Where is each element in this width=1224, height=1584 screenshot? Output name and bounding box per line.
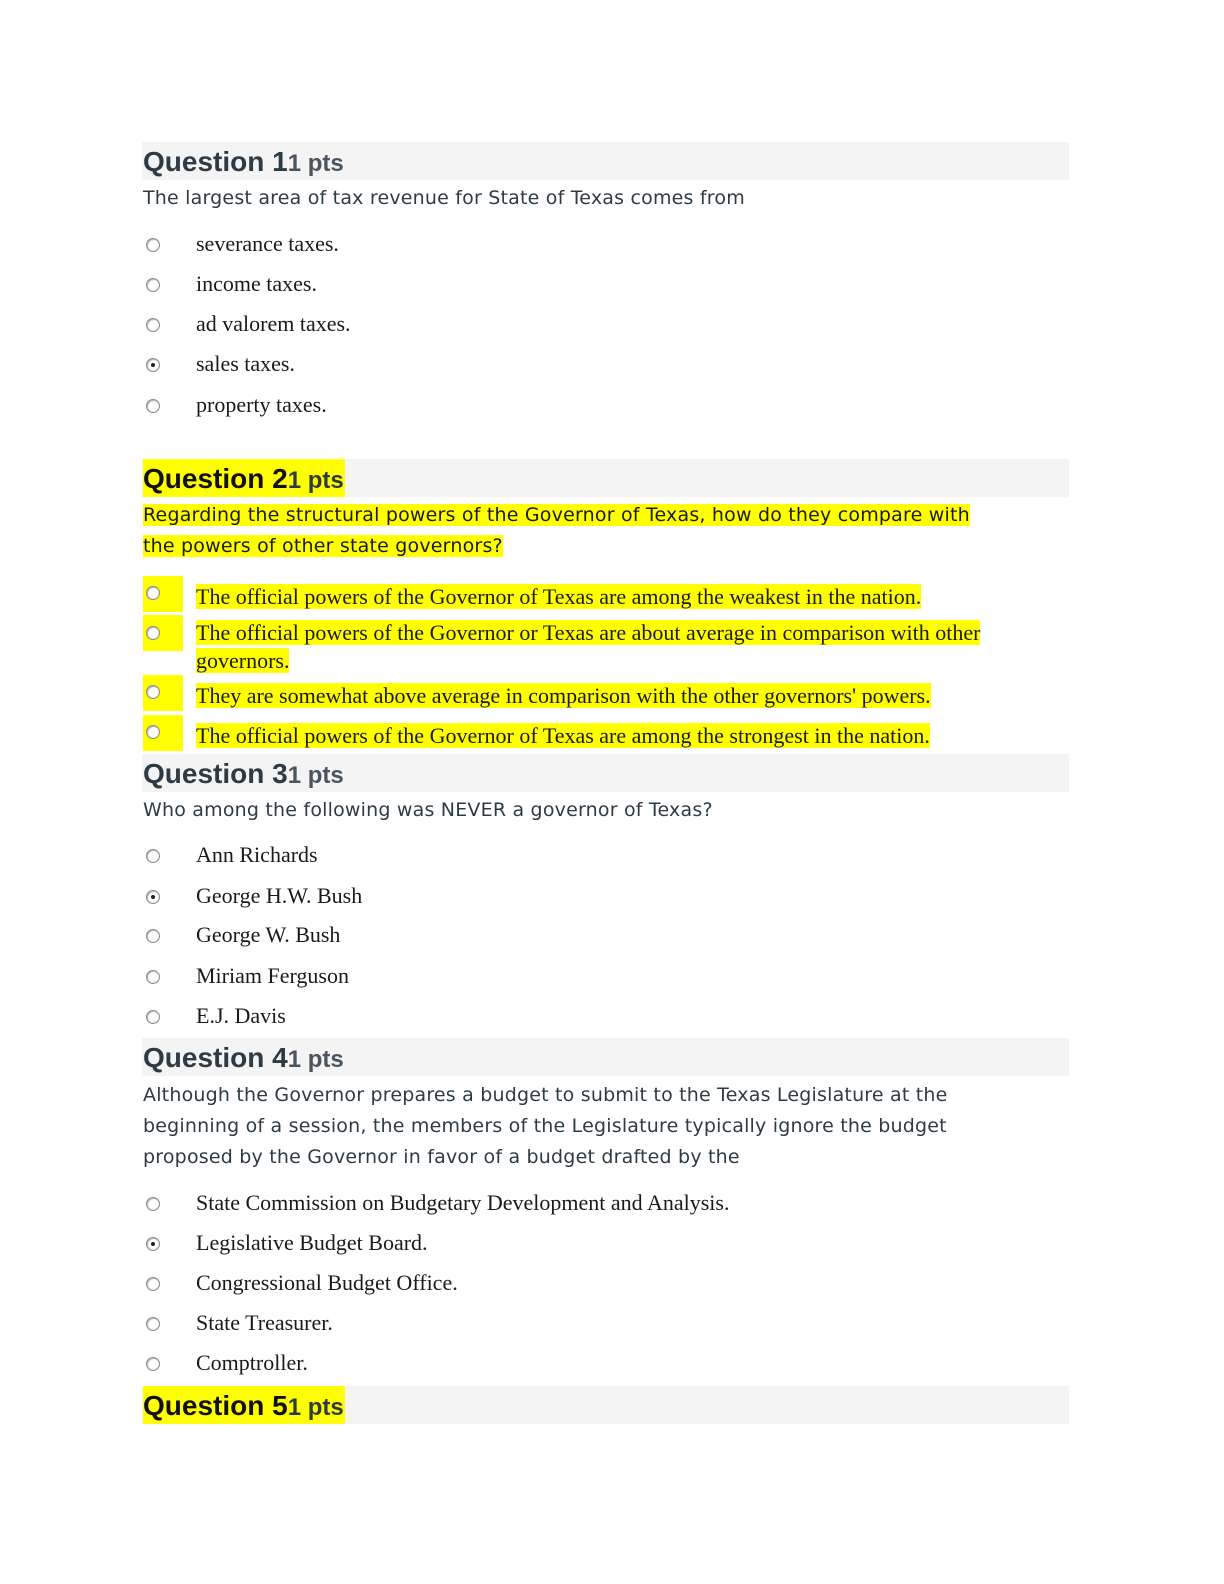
radio-button[interactable]	[146, 1317, 160, 1331]
radio-button[interactable]	[146, 1277, 160, 1291]
question-2-text	[143, 500, 1043, 562]
question-points: 1 pts	[287, 150, 344, 177]
question-title: Question 5	[143, 1390, 288, 1421]
answer-label: E.J. Davis	[196, 1003, 286, 1028]
question-1-text: The largest area of tax revenue for State of Texas comes from	[143, 187, 745, 209]
radio-button[interactable]	[146, 929, 160, 943]
question-text-line: beginning of a session, the members of the Legislature typically ignore the budget	[143, 1115, 947, 1137]
answer-label: ad valorem taxes.	[196, 311, 351, 336]
answer-label: sales taxes.	[196, 351, 295, 376]
radio-button[interactable]	[146, 725, 160, 739]
radio-button[interactable]	[146, 238, 160, 252]
question-3-text: Who among the following was NEVER a governor of Texas?	[143, 799, 713, 821]
answer-label: Comptroller.	[196, 1350, 308, 1375]
question-points: 1 pts	[287, 1046, 344, 1073]
answer-label: property taxes.	[196, 392, 327, 417]
question-title: Question 4	[143, 1042, 288, 1073]
radio-button-selected[interactable]	[146, 1237, 160, 1251]
answer-label: State Treasurer.	[196, 1310, 333, 1335]
question-title: Question 1	[143, 146, 288, 177]
answer-label: George H.W. Bush	[196, 883, 363, 908]
answer-label-text: The official powers of the Governor or Texas are about average in comparison with other	[196, 620, 981, 645]
question-1-header	[142, 142, 1069, 180]
question-3-header	[142, 754, 1069, 792]
answer-label: income taxes.	[196, 271, 317, 296]
radio-button[interactable]	[146, 685, 160, 699]
question-title: Question 3	[143, 758, 288, 789]
radio-button[interactable]	[146, 318, 160, 332]
question-text-line: Regarding the structural powers of the Governor of Texas, how do they compare with	[143, 504, 970, 526]
answer-label	[196, 583, 921, 611]
question-points: 1 pts	[287, 762, 344, 789]
answer-label	[196, 682, 931, 710]
radio-button-selected[interactable]	[146, 890, 160, 904]
radio-button[interactable]	[146, 626, 160, 640]
answer-label-text: They are somewhat above average in comparison with the other governors' powers.	[196, 683, 931, 708]
question-2-header	[142, 459, 1069, 497]
question-4-text	[143, 1080, 1043, 1173]
answer-label: Legislative Budget Board.	[196, 1230, 428, 1255]
answer-label-text: The official powers of the Governor of Texas are among the strongest in the nation.	[196, 723, 930, 748]
answer-label: Miriam Ferguson	[196, 963, 349, 988]
radio-button[interactable]	[146, 970, 160, 984]
question-text-line: the powers of other state governors?	[143, 535, 503, 557]
question-4-header	[142, 1038, 1069, 1076]
question-title: Question 2	[143, 463, 288, 494]
radio-button[interactable]	[146, 586, 160, 600]
answer-label: Congressional Budget Office.	[196, 1270, 458, 1295]
answer-label: George W. Bush	[196, 922, 341, 947]
answer-label-text: governors.	[196, 648, 290, 673]
radio-button[interactable]	[146, 1010, 160, 1024]
radio-button[interactable]	[146, 1197, 160, 1211]
radio-button[interactable]	[146, 399, 160, 413]
answer-label: severance taxes.	[196, 231, 339, 256]
answer-label-text: The official powers of the Governor of Texas are among the weakest in the nation.	[196, 584, 922, 609]
question-5-header	[142, 1386, 1069, 1424]
question-points: 1 pts	[287, 467, 344, 494]
question-text-line: proposed by the Governor in favor of a budget drafted by the	[143, 1146, 740, 1168]
question-points: 1 pts	[287, 1394, 344, 1421]
radio-button[interactable]	[146, 849, 160, 863]
answer-label: Ann Richards	[196, 842, 318, 867]
question-text-line: Although the Governor prepares a budget to submit to the Texas Legislature at the	[143, 1084, 948, 1106]
radio-button[interactable]	[146, 278, 160, 292]
answer-label	[196, 722, 930, 750]
answer-label	[196, 619, 980, 675]
radio-button[interactable]	[146, 1357, 160, 1371]
radio-button-selected[interactable]	[146, 358, 160, 372]
answer-label: State Commission on Budgetary Development and Analysis.	[196, 1190, 730, 1215]
